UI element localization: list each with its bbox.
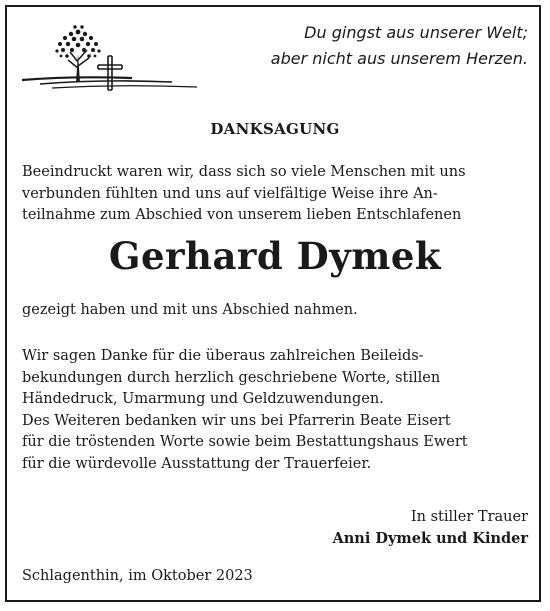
thanks-line: Wir sagen Danke für die überaus zahlreichen Beileids- [22, 348, 424, 364]
notice-heading: DANKSAGUNG [210, 120, 340, 138]
place-and-date: Schlagenthin, im Oktober 2023 [22, 568, 253, 584]
thanks-paragraph [22, 346, 526, 475]
memorial-quote [228, 20, 528, 72]
after-name-line: gezeigt haben und mit uns Abschied nahmen. [22, 302, 358, 318]
thanks-line: für die tröstenden Worte sowie beim Bestattungshaus Ewert [22, 434, 468, 450]
after-name-paragraph [22, 300, 526, 322]
thanks-line: Händedruck, Umarmung und Geldzuwendungen. [22, 391, 384, 407]
thanks-line: bekundungen durch herzlich geschriebene Worte, stillen [22, 369, 441, 386]
quote-line-2: aber nicht aus unserem Herzen. [270, 49, 528, 68]
closing-block [333, 506, 528, 550]
closing-phrase: In stiller Trauer [410, 509, 528, 525]
intro-line: verbunden fühlten und uns auf vielfältige Weise ihre An- [22, 185, 438, 202]
thanks-line: Des Weiteren bedanken wir uns bei Pfarrerin Beate Eisert [22, 412, 451, 429]
deceased-name: Gerhard Dymek [108, 234, 442, 278]
intro-paragraph [22, 162, 526, 227]
intro-line: Beeindruckt waren wir, dass sich so viele Menschen mit uns [22, 164, 466, 180]
tree-and-cross-icon [12, 18, 202, 103]
signers: Anni Dymek und Kinder [332, 530, 528, 547]
quote-line-1: Du gingst aus unserer Welt; [304, 23, 528, 42]
thanks-line: für die würdevolle Ausstattung der Trauerfeier. [22, 455, 372, 472]
intro-line: teilnahme zum Abschied von unserem lieben Entschlafenen [22, 207, 462, 223]
